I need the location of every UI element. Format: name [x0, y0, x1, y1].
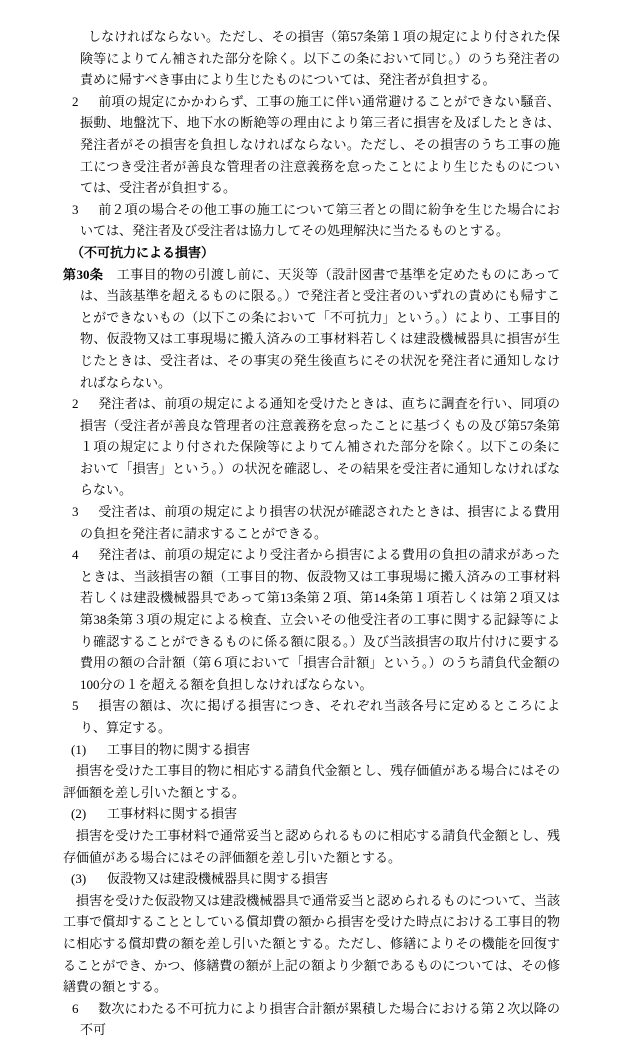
paragraph-numbered-6 — [63, 998, 560, 1041]
paragraph-number-marker: 3 — [72, 504, 79, 520]
item-body-text: 損害を受けた仮設物又は建設機械器具で通常妥当と認められるものについて、当該工事で償却することとしている償却費の額から損害を受けた時点における工事目的物に相応する償却費の額を差し引いた額とする。ただし、修繕によりその機能を回復することができ、かつ、修繕費の額が上記の額より少額であるものについては、その修繕費の額とする。 — [63, 892, 560, 995]
item-body-text: 損害を受けた工事目的物に相応する請負代金額とし、残存価値がある場合にはその評価額を差し引いた額とする。 — [63, 763, 560, 800]
item-body — [63, 825, 560, 868]
paragraph-text: 発注者は、前項の規定により受注者から損害による費用の負担の請求があったときは、当該損害の額（工事目的物、仮設物又は工事現場に搬入済みの工事材料若しくは建設機械器具であって第13条第２項、第14条第１項若しくは第２項又は第38条第３項の規定による検査、立会いその他受注者の工事に関する記録等により確認することができるものに係る額に限る。）及び当該損害の取片付けに要する費用の額の合計額（第６項において「損害合計額」という。）のうち請負代金額の100分の１を超える額を負担しなければならない。 — [80, 547, 560, 692]
paragraph-number-marker: 2 — [72, 93, 79, 109]
paragraph-numbered-5 — [63, 695, 560, 738]
item-heading-text: 工事目的物に関する損害 — [107, 741, 251, 757]
paragraph-number-marker: 6 — [72, 1000, 79, 1016]
paragraph-numbered-4 — [63, 544, 560, 695]
article-paragraph — [63, 264, 560, 394]
paragraph-text: 数次にわたる不可抗力により損害合計額が累積した場合における第２次以降の不可 — [80, 1000, 560, 1038]
item-heading-text: 仮設物又は建設機械器具に関する損害 — [107, 871, 329, 887]
paragraph-number-marker: 3 — [72, 201, 79, 217]
article-number-label: 第30条 — [63, 266, 104, 282]
section-caption-text: （不可抗力による損害） — [71, 244, 215, 260]
item-marker: (1) — [71, 741, 87, 757]
paragraph-continuation — [63, 26, 560, 91]
paragraph-number-marker: 4 — [72, 547, 79, 563]
item-marker: (3) — [71, 871, 87, 887]
paragraph-text: 損害の額は、次に掲げる損害につき、それぞれ当該各号に定めるところにより、算定する。 — [80, 698, 560, 735]
document-text-body — [63, 26, 560, 1041]
paragraph-text: しなければならない。ただし、その損害（第57条第１項の規定により付された保険等によりてん補された部分を除く。以下この条において同じ。）のうち発注者の責めに帰すべき事由により生じたものについては、発注者が負担する。 — [80, 29, 560, 88]
paragraph-number-marker: 2 — [72, 396, 79, 412]
paragraph-text: 前２項の場合その他工事の施工について第三者との間に紛争を生じた場合においては、発注者及び受注者は協力してその処理解決に当たるものとする。 — [80, 201, 560, 239]
section-caption — [63, 242, 560, 264]
paragraph-text: 発注者は、前項の規定による通知を受けたときは、直ちに調査を行い、同項の損害（受注者が善良な管理者の注意義務を怠ったことに基づくもの及び第57条第１項の規定により付された保険等によりてん補された部分を除く。以下この条において「損害」という。）の状況を確認し、その結果を受注者に通知しなければならない。 — [80, 396, 560, 498]
item-heading-text: 工事材料に関する損害 — [107, 806, 238, 822]
paragraph-text: 受注者は、前項の規定により損害の状況が確認されたときは、損害による費用の負担を発注者に請求することができる。 — [80, 504, 560, 541]
paragraph-numbered-3 — [63, 501, 560, 544]
item-body-text: 損害を受けた工事材料で通常妥当と認められるものに相応する請負代金額とし、残存価値がある場合にはその評価額を差し引いた額とする。 — [63, 827, 560, 865]
paragraph-numbered-2 — [63, 393, 560, 501]
paragraph-numbered-3 — [63, 199, 560, 242]
paragraph-numbered-2 — [63, 91, 560, 199]
item-heading — [63, 868, 560, 890]
paragraph-number-marker: 5 — [72, 698, 79, 714]
item-body — [63, 760, 560, 803]
item-marker: (2) — [71, 806, 87, 822]
item-body — [63, 890, 560, 998]
paragraph-text: 前項の規定にかかわらず、工事の施工に伴い通常避けることができない騒音、振動、地盤沈下、地下水の断絶等の理由により第三者に損害を及ぼしたときは、発注者がその損害を負担しなければならない。ただし、その損害のうち工事の施工につき受注者が善良な管理者の注意義務を怠ったことにより生じたものについては、受注者が負担する。 — [80, 93, 560, 196]
item-heading — [63, 803, 560, 825]
item-heading — [63, 739, 560, 761]
article-text: 工事目的物の引渡し前に、天災等（設計図書で基準を定めたものにあっては、当該基準を超えるものに限る。）で発注者と受注者のいずれの責めにも帰すことができないもの（以下この条において「不可抗力」という。）により、工事目的物、仮設物又は工事現場に搬入済みの工事材料若しくは建設機械器具に損害が生じたときは、受注者は、その事実の発生後直ちにその状況を発注者に通知しなければならない。 — [80, 266, 560, 390]
